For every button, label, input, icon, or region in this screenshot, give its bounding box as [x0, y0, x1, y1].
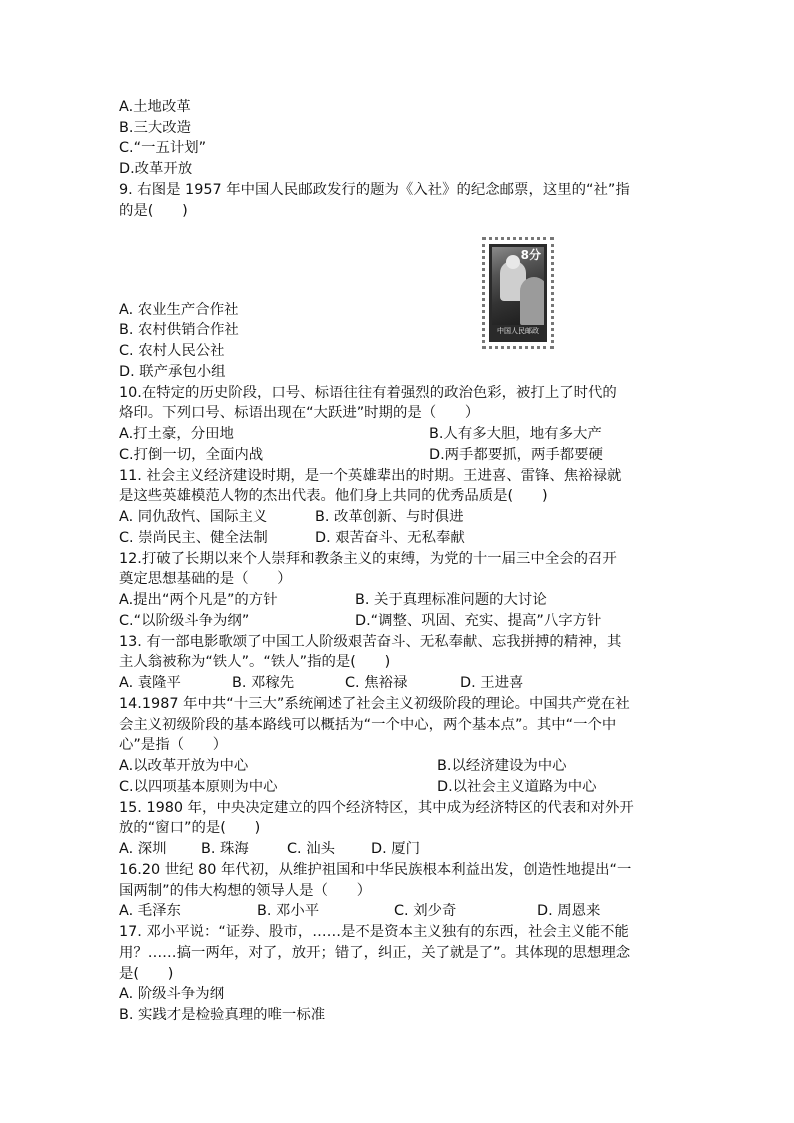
q13-stem-line1: 13. 有一部电影歌颂了中国工人阶级艰苦奋斗、无私奉献、忘我拼搏的精神，其: [119, 634, 622, 650]
q10-stem-line1: 10.在特定的历史阶段，口号、标语往往有着强烈的政治色彩，被打上了时代的: [119, 385, 617, 401]
q12-option-d: D.“调整、巩固、充实、提高”八字方针: [355, 613, 602, 629]
q8-option-a: A.土地改革: [119, 99, 191, 115]
q16-stem-line1: 16.20 世纪 80 年代初，从维护祖国和中华民族根本利益出发，创造性地提出“一: [119, 862, 632, 878]
q14-option-c: C.以四项基本原则为中心: [119, 779, 278, 795]
q12-option-c: C.“以阶级斗争为纲”: [119, 613, 250, 629]
q17-option-a: A. 阶级斗争为纲: [119, 986, 225, 1002]
q15-stem-line2: 放的“窗口”的是( ): [119, 820, 261, 836]
q10-option-c: C.打倒一切，全面内战: [119, 447, 264, 463]
q10-option-b: B.人有多大胆，地有多大产: [429, 426, 602, 442]
q16-option-b: B. 邓小平: [257, 903, 320, 919]
stamp-value: 8分: [520, 248, 541, 262]
q10-stem-line2: 烙印。下列口号、标语出现在“大跃进”时期的是（ ）: [119, 405, 480, 421]
q14-stem-line1: 14.1987 年中共“十三大”系统阐述了社会主义初级阶段的理论。中国共产党在社: [119, 696, 630, 712]
q11-option-c: C. 崇尚民主、健全法制: [119, 530, 268, 546]
q9-stem-line1: 9. 右图是 1957 年中国人民邮政发行的题为《入社》的纪念邮票，这里的“社”指: [119, 182, 630, 198]
q13-option-d: D. 王进喜: [460, 675, 524, 691]
q11-option-d: D. 艰苦奋斗、无私奉献: [315, 530, 465, 546]
stamp-caption: 中国人民邮政: [497, 327, 539, 335]
q10-option-a: A.打土豪，分田地: [119, 426, 234, 442]
q9-stem-line2: 的是( ): [119, 203, 188, 219]
q16-option-c: C. 刘少奇: [394, 903, 457, 919]
q12-option-b: B. 关于真理标准问题的大讨论: [355, 592, 547, 608]
q9-option-b: B. 农村供销合作社: [119, 322, 239, 338]
q13-option-a: A. 袁隆平: [119, 675, 181, 691]
q13-option-c: C. 焦裕禄: [345, 675, 408, 691]
q14-option-a: A.以改革开放为中心: [119, 758, 249, 774]
q16-option-a: A. 毛泽东: [119, 903, 181, 919]
q14-stem-line3: 心”是指（ ）: [119, 737, 228, 753]
q13-stem-line2: 主人翁被称为“铁人”。“铁人”指的是( ): [119, 654, 391, 670]
q11-stem-line2: 是这些英雄模范人物的杰出代表。他们身上共同的优秀品质是( ): [119, 488, 548, 504]
q11-option-b: B. 改革创新、与时俱进: [315, 509, 464, 525]
q12-stem-line1: 12.打破了长期以来个人崇拜和教条主义的束缚，为党的十一届三中全会的召开: [119, 551, 617, 567]
q8-option-c: C.“一五计划”: [119, 140, 207, 156]
q16-stem-line2: 国两制”的伟大构想的领导人是（ ）: [119, 883, 372, 899]
q17-stem-line2: 用？……搞一两年，对了，放开；错了，纠正，关了就是了”。其体现的思想理念: [119, 945, 631, 961]
q9-option-d: D. 联产承包小组: [119, 364, 226, 380]
q17-option-b: B. 实践才是检验真理的唯一标准: [119, 1007, 326, 1023]
q9-option-a: A. 农业生产合作社: [119, 302, 239, 318]
q11-option-a: A. 同仇敌忾、国际主义: [119, 509, 268, 525]
q14-option-b: B.以经济建设为中心: [437, 758, 567, 774]
q17-stem-line3: 是( ): [119, 966, 174, 982]
q12-option-a: A.提出“两个凡是”的方针: [119, 592, 278, 608]
q15-stem-line1: 15. 1980 年，中央决定建立的四个经济特区，其中成为经济特区的代表和对外开: [119, 800, 634, 816]
q11-stem-line1: 11. 社会主义经济建设时期，是一个英雄辈出的时期。王进喜、雷锋、焦裕禄就: [119, 468, 622, 484]
q15-option-c: C. 汕头: [287, 841, 335, 857]
q8-option-b: B.三大改造: [119, 120, 192, 136]
q12-stem-line2: 奠定思想基础的是（ ）: [119, 571, 292, 587]
q15-option-b: B. 珠海: [201, 841, 249, 857]
q15-option-a: A. 深圳: [119, 841, 167, 857]
q17-stem-line1: 17. 邓小平说：“证券、股市，……是不是资本主义独有的东西，社会主义能不能: [119, 924, 629, 940]
q10-option-d: D.两手都要抓，两手都要硬: [429, 447, 603, 463]
q14-option-d: D.以社会主义道路为中心: [437, 779, 597, 795]
q13-option-b: B. 邓稼先: [232, 675, 295, 691]
figure-head: [506, 255, 520, 269]
q14-stem-line2: 会主义初级阶段的基本路线可以概括为“一个中心，两个基本点”。其中“一个中: [119, 717, 617, 733]
q8-option-d: D.改革开放: [119, 161, 193, 177]
q15-option-d: D. 厦门: [371, 841, 421, 857]
q9-option-c: C. 农村人民公社: [119, 343, 225, 359]
q16-option-d: D. 周恩来: [537, 903, 601, 919]
